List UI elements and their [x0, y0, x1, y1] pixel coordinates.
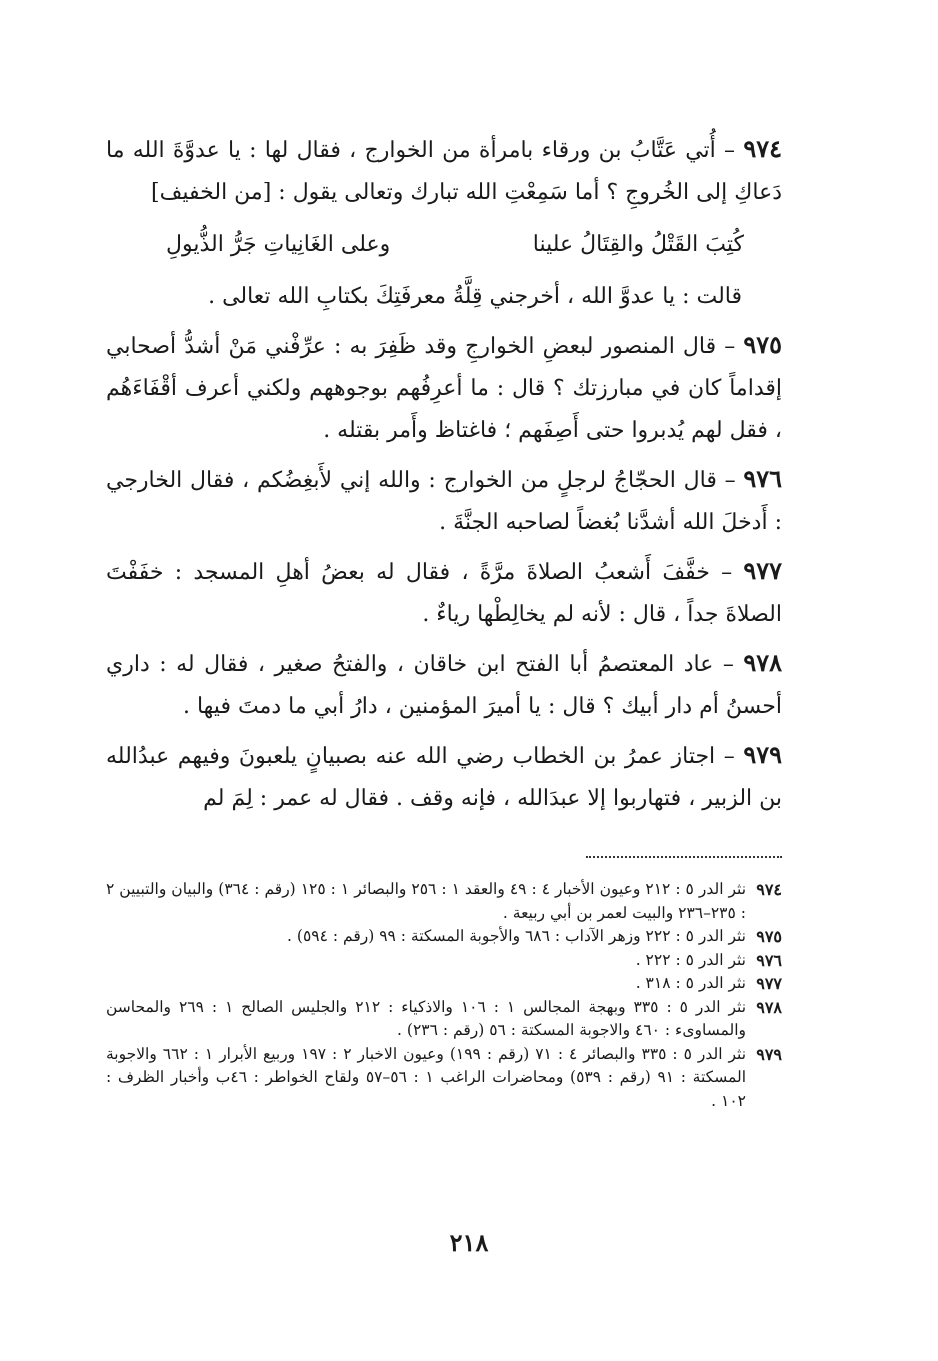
footnote-number: ٩٧٩: [756, 1044, 782, 1064]
entry-number: ٩٧٧: [743, 556, 782, 585]
verse-hemistich-second: وعلى الغَانِياتِ جَرُّ الذُّيولِ: [166, 232, 391, 257]
entry-979: [106, 734, 782, 820]
footnote-separator: [586, 856, 782, 858]
entry-977: [106, 550, 782, 636]
footnote-number: ٩٧٦: [756, 950, 782, 970]
entry-975: [106, 324, 782, 452]
footnote-text: نثر الدر ٥ : ٢٢٢ .: [635, 950, 746, 969]
footnote-text: نثر الدر ٥ : ٣١٨ .: [635, 974, 746, 992]
footnote-text: نثر الدر ٥ : ٢٢٢ وزهر الآداب : ٦٨٦ والأجوبة المسكتة : ٩٩ (رقم : ٥٩٤) .: [287, 927, 746, 945]
entry-number: ٩٧٩: [743, 740, 782, 769]
verse-hemistich-first: كُتِبَ القَتْلُ والقِتَالُ علينا: [532, 232, 744, 257]
footnote-number: ٩٧٤: [756, 880, 782, 899]
entry-text: – عاد المعتصمُ أبا الفتح ابن خاقان ، والفتحُ صغير ، فقال له : داري أحسنُ أم دار أبيك ؟ قال : يا أميرَ المؤمنين ، دارُ أبي ما دمتَ فيها .: [106, 652, 782, 719]
entry-number: ٩٧٥: [743, 330, 782, 359]
footnote-974: [106, 878, 782, 925]
main-text: [106, 128, 782, 826]
entry-number: ٩٧٨: [743, 648, 782, 677]
entry-974-continuation: قالت : يا عدوَّ الله ، أخرجني قِلَّةُ معرفَتِكَ بكتابِ الله تعالى .: [208, 284, 742, 309]
entry-text: – أُتي عَتَّابُ بن ورقاء بامرأة من الخوارج ، فقال لها : يا عدوَّةَ الله ما دَعاكِ إلى الخُروجِ ؟ أما سَمِعْتِ الله تبارك وتعالى يقول : [من الخفيف]: [106, 138, 782, 205]
entry-text: – خفَّفَ أَشعبُ الصلاةَ مرَّةً ، فقال له بعضُ أهلِ المسجد : خفَفْتَ الصلاةَ جداً ، قال : لأنه لم يخالِطْها رياءٌ .: [106, 560, 782, 627]
entry-number: ٩٧٦: [743, 464, 782, 493]
entry-number: ٩٧٤: [743, 134, 782, 163]
entry-978: [106, 642, 782, 728]
entry-text: – قال المنصور لبعضِ الخوارجِ وقد ظَفِرَ به : عرِّفْني مَنْ أشدُّ أصحابي إقداماً كان في مبارزتك ؟ قال : ما أعرِفُهم بوجوههم ولكني أعرف أقْفَاءَهُم ، فقل لهم يُدبروا حتى أَصِفَهم ؛ فاغتاظ وأَمر بقتله .: [106, 334, 782, 443]
poetry-verse: [106, 220, 782, 270]
footnote-number: ٩٧٧: [756, 974, 782, 993]
entry-text: – قال الحجّاجُ لرجلٍ من الخوارج : والله إني لأَبغِضُكم ، فقال الخارجي : أَدخلَ الله أشدَّنا بُغضاً لصاحبه الجنَّةَ .: [106, 468, 782, 535]
footnote-text: نثر الدر ٥ : ٢١٢ وعيون الأخبار ٤ : ٤٩ والعقد ١ : ٢٥٦ والبصائر ١ : ١٢٥ (رقم : ٣٦٤) والبيان والتبيين ٢ : ٢٣٥–٢٣٦ والبيت لعمر بن أبي ربيعة .: [106, 880, 747, 922]
entry-text: – اجتاز عمرُ بن الخطاب رضي الله عنه بصبيانٍ يلعبونَ وفيهم عبدُالله بن الزبير ، فتهاربوا إلا عبدَالله ، فإنه وقف . فقال له عمر : لِمَ لم: [106, 744, 782, 811]
footnote-978: [106, 996, 782, 1043]
footnote-975: [106, 925, 782, 949]
footnote-976: [106, 949, 782, 973]
footnote-text: نثر الدر ٥ : ٣٣٥ والبصائر ٤ : ٧١ (رقم : ١٩٩) وعيون الاخبار ٢ : ١٩٧ وربيع الأبرار ١ : ٦٦٢ والاجوبة المسكتة : ٩١ (رقم : ٥٣٩) ومحاضرات الراغب ١ : ٥٦–٥٧ ولقاح الخواطر : ٤٦ب وأخبار الظرف : ١٠٢ .: [106, 1044, 747, 1110]
entry-974: [106, 128, 782, 214]
entry-976: [106, 458, 782, 544]
footnote-number: ٩٧٥: [756, 927, 782, 946]
footnote-number: ٩٧٨: [756, 997, 782, 1017]
footnote-977: [106, 972, 782, 996]
page-number: ٢١٨: [449, 1228, 489, 1257]
footnotes: [106, 878, 782, 1113]
footnote-text: نثر الدر ٥ : ٣٣٥ وبهجة المجالس ١ : ١٠٦ والاذكياء : ٢١٢ والجليس الصالح ١ : ٢٦٩ والمحاسن والمساوىء : ٤٦٠ والاجوبة المسكتة : ٥٦ (رقم : ٢٣٦) .: [106, 997, 747, 1039]
footnote-979: [106, 1043, 782, 1114]
